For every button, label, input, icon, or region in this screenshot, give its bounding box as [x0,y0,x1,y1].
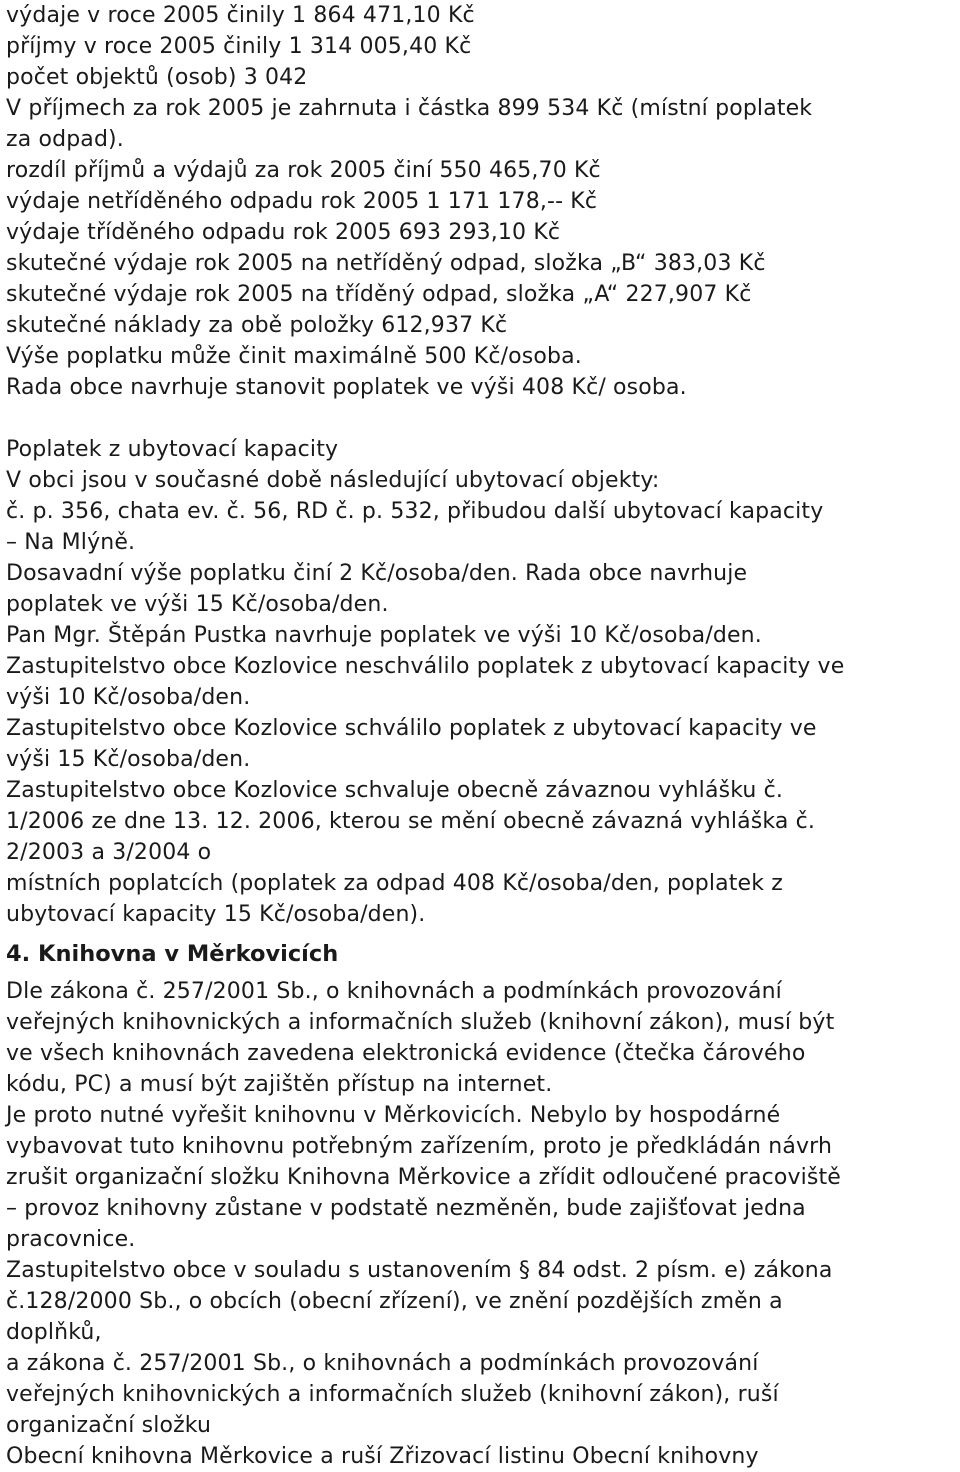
text-line: doplňků, [6,1320,102,1345]
text-line: č. p. 356, chata ev. č. 56, RD č. p. 532, přibudou další ubytovací kapacity [6,499,824,524]
text-line: organizační složku [6,1413,212,1438]
document-page [6,0,958,1472]
text-line: pracovnice. [6,1227,136,1252]
text-line: Rada obce navrhuje stanovit poplatek ve výši 408 Kč/ osoba. [6,375,687,400]
text-line: Dle zákona č. 257/2001 Sb., o knihovnách a podmínkách provozování [6,979,782,1004]
text-line: – Na Mlýně. [6,530,136,555]
text-line: Zastupitelstvo obce Kozlovice neschválilo poplatek z ubytovací kapacity ve [6,654,845,679]
paragraph-gap [6,403,958,434]
library-section [6,939,958,1472]
text-line: příjmy v roce 2005 činily 1 314 005,40 Kč [6,34,472,59]
text-line: – provoz knihovny zůstane v podstatě nezměněn, bude zajišťovat jedna [6,1196,806,1221]
text-line: č.128/2000 Sb., o obcích (obecní zřízení), ve znění pozdějších změn a [6,1289,783,1314]
text-line: výši 10 Kč/osoba/den. [6,685,251,710]
text-line: Výše poplatku může činit maximálně 500 Kč/osoba. [6,344,582,369]
text-line: vybavovat tuto knihovnu potřebným zařízením, proto je předkládán návrh [6,1134,833,1159]
text-line: skutečné výdaje rok 2005 na netříděný odpad, složka „B“ 383,03 Kč [6,251,766,276]
text-line: Zastupitelstvo obce v souladu s ustanovením § 84 odst. 2 písm. e) zákona [6,1258,833,1283]
text-line: ubytovací kapacity 15 Kč/osoba/den). [6,902,426,927]
text-line: Zastupitelstvo obce Kozlovice schvaluje obecně závaznou vyhlášku č. [6,778,784,803]
text-line: skutečné výdaje rok 2005 na tříděný odpad, složka „A“ 227,907 Kč [6,282,752,307]
text-line: poplatek ve výši 15 Kč/osoba/den. [6,592,389,617]
text-line: výdaje tříděného odpadu rok 2005 693 293,10 Kč [6,220,561,245]
text-line: kódu, PC) a musí být zajištěn přístup na internet. [6,1072,553,1097]
text-line: rozdíl příjmů a výdajů za rok 2005 činí 550 465,70 Kč [6,158,601,183]
text-line: a zákona č. 257/2001 Sb., o knihovnách a podmínkách provozování [6,1351,759,1376]
text-line: V obci jsou v současné době následující ubytovací objekty: [6,468,660,493]
text-line: zrušit organizační složku Knihovna Měrkovice a zřídit odloučené pracoviště [6,1165,841,1190]
text-line: za odpad). [6,127,124,152]
section-heading: 4. Knihovna v Měrkovicích [6,941,339,967]
text-line: Je proto nutné vyřešit knihovnu v Měrkovicích. Nebylo by hospodárné [6,1103,781,1128]
text-line: 2/2003 a 3/2004 o [6,840,212,865]
text-line: veřejných knihovnických a informačních služeb (knihovní zákon), musí být [6,1010,835,1035]
text-line: skutečné náklady za obě položky 612,937 Kč [6,313,508,338]
text-line: V příjmech za rok 2005 je zahrnuta i částka 899 534 Kč (místní poplatek [6,96,813,121]
text-line: počet objektů (osob) 3 042 [6,65,308,90]
text-line: veřejných knihovnických a informačních služeb (knihovní zákon), ruší [6,1382,779,1407]
text-line: místních poplatcích (poplatek za odpad 408 Kč/osoba/den, poplatek z [6,871,783,896]
text-line: 1/2006 ze dne 13. 12. 2006, kterou se mění obecně závazná vyhláška č. [6,809,816,834]
text-line: Poplatek z ubytovací kapacity [6,437,339,462]
text-line: výdaje netříděného odpadu rok 2005 1 171 178,-- Kč [6,189,598,214]
accommodation-fee-block [6,434,958,930]
finance-block [6,0,958,403]
text-line: ve všech knihovnách zavedena elektronická evidence (čtečka čárového [6,1041,806,1066]
text-line: výši 15 Kč/osoba/den. [6,747,251,772]
text-line: Zastupitelstvo obce Kozlovice schválilo poplatek z ubytovací kapacity ve [6,716,817,741]
text-line: výdaje v roce 2005 činily 1 864 471,10 Kč [6,3,475,28]
text-line: Obecní knihovna Měrkovice a ruší Zřizovací listinu Obecní knihovny [6,1444,759,1469]
text-line: Pan Mgr. Štěpán Pustka navrhuje poplatek ve výši 10 Kč/osoba/den. [6,623,762,648]
text-line: Dosavadní výše poplatku činí 2 Kč/osoba/den. Rada obce navrhuje [6,561,748,586]
